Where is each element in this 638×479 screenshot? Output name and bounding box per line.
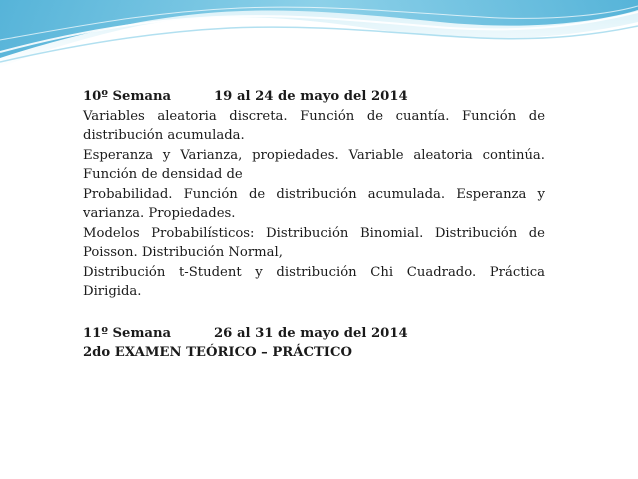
- week-11-exam-title: 2do EXAMEN TEÓRICO – PRÁCTICO: [83, 345, 352, 360]
- week-10-line-5: Distribución t-Student y distribución Chi Cuadrado. Práctica Dirigida.: [83, 264, 545, 299]
- section-spacer: [83, 302, 545, 324]
- week-10-line-2: Esperanza y Varianza, propiedades. Variable aleatoria continúa. Función de densidad de: [83, 147, 545, 182]
- week-10-number: 10º Semana: [83, 89, 172, 104]
- week-11-dates: 26 al 31 de mayo del 2014: [214, 325, 408, 341]
- schedule-content: [83, 87, 545, 363]
- week-10-dates: 19 al 24 de mayo del 2014: [214, 89, 408, 104]
- week-10-line-3: Probabilidad. Función de distribución acumulada. Esperanza y varianza. Propiedades.: [83, 186, 545, 221]
- week-11-number: 11º Semana: [83, 325, 172, 341]
- week-11-heading: [83, 324, 545, 344]
- week-10-heading: [83, 87, 545, 107]
- wave-header-decoration: [0, 0, 638, 80]
- week-10-line-1: Variables aleatoria discreta. Función de cuantía. Función de distribución acumulada.: [83, 108, 545, 143]
- week-10-line-4: Modelos Probabilísticos: Distribución Binomial. Distribución de Poisson. Distribución Normal,: [83, 225, 545, 260]
